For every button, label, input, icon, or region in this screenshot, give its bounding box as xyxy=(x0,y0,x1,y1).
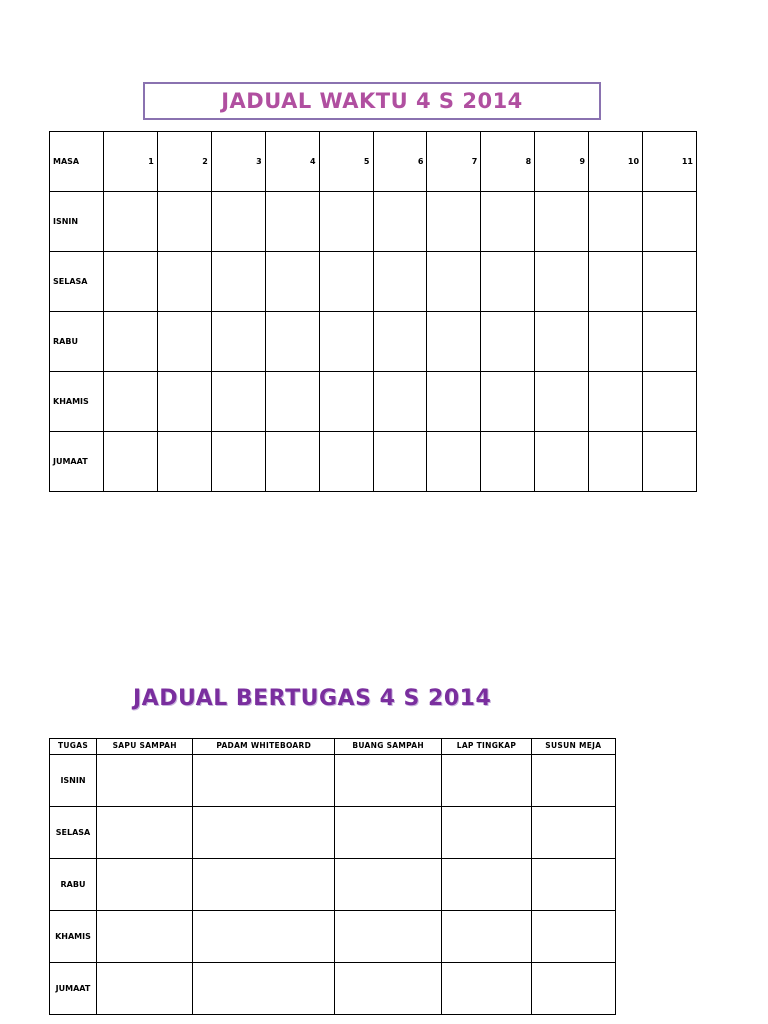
timetable-row xyxy=(50,372,697,432)
duty-header-row xyxy=(50,739,616,755)
timetable-cell xyxy=(265,312,319,372)
period-header: 7 xyxy=(427,132,481,192)
timetable-cell xyxy=(211,432,265,492)
period-header: 5 xyxy=(319,132,373,192)
timetable-cell xyxy=(373,192,427,252)
timetable-cell xyxy=(427,312,481,372)
duty-row xyxy=(50,859,616,911)
timetable-row xyxy=(50,432,697,492)
timetable-cell xyxy=(319,252,373,312)
task-header: BUANG SAMPAH xyxy=(335,739,442,755)
duty-row xyxy=(50,755,616,807)
duty-cell xyxy=(442,859,531,911)
timetable-cell xyxy=(373,312,427,372)
duty-cell xyxy=(97,755,193,807)
timetable-cell xyxy=(265,432,319,492)
timetable-cell xyxy=(373,432,427,492)
timetable-cell xyxy=(157,372,211,432)
duty-table xyxy=(49,738,616,1015)
timetable-cell xyxy=(157,192,211,252)
period-header: 1 xyxy=(103,132,157,192)
timetable-header-label: MASA xyxy=(50,132,104,192)
timetable-cell xyxy=(427,372,481,432)
duty-cell xyxy=(335,859,442,911)
timetable-cell xyxy=(481,372,535,432)
timetable-cell xyxy=(589,432,643,492)
timetable-cell xyxy=(481,192,535,252)
task-header: PADAM WHITEBOARD xyxy=(193,739,335,755)
timetable-cell xyxy=(373,372,427,432)
duty-cell xyxy=(335,963,442,1015)
day-label: SELASA xyxy=(50,807,97,859)
timetable-header-row xyxy=(50,132,697,192)
timetable-cell xyxy=(643,312,697,372)
timetable-cell xyxy=(373,252,427,312)
duty-row xyxy=(50,807,616,859)
duty-title: JADUAL BERTUGAS 4 S 2014 xyxy=(133,686,492,711)
timetable-cell xyxy=(211,312,265,372)
task-header: SAPU SAMPAH xyxy=(97,739,193,755)
period-header: 9 xyxy=(535,132,589,192)
task-header: SUSUN MEJA xyxy=(531,739,615,755)
period-header: 2 xyxy=(157,132,211,192)
duty-row xyxy=(50,911,616,963)
duty-cell xyxy=(193,911,335,963)
timetable-cell xyxy=(103,252,157,312)
duty-cell xyxy=(335,807,442,859)
timetable-cell xyxy=(319,192,373,252)
timetable-title: JADUAL WAKTU 4 S 2014 xyxy=(221,89,523,113)
timetable-cell xyxy=(535,432,589,492)
day-label: RABU xyxy=(50,859,97,911)
timetable-cell xyxy=(157,252,211,312)
duty-cell xyxy=(442,755,531,807)
period-header: 8 xyxy=(481,132,535,192)
timetable-cell xyxy=(211,372,265,432)
duty-cell xyxy=(97,963,193,1015)
timetable-cell xyxy=(535,372,589,432)
timetable-cell xyxy=(211,192,265,252)
timetable-row xyxy=(50,192,697,252)
day-label: ISNIN xyxy=(50,192,104,252)
duty-cell xyxy=(531,859,615,911)
timetable-cell xyxy=(643,192,697,252)
timetable-cell xyxy=(643,432,697,492)
timetable-cell xyxy=(265,372,319,432)
timetable-row xyxy=(50,312,697,372)
timetable-cell xyxy=(481,432,535,492)
timetable-cell xyxy=(481,312,535,372)
day-label: RABU xyxy=(50,312,104,372)
timetable-cell xyxy=(265,252,319,312)
timetable-cell xyxy=(589,252,643,312)
timetable-cell xyxy=(643,252,697,312)
timetable-cell xyxy=(589,192,643,252)
task-header: LAP TINGKAP xyxy=(442,739,531,755)
day-label: ISNIN xyxy=(50,755,97,807)
timetable-cell xyxy=(589,372,643,432)
day-label: SELASA xyxy=(50,252,104,312)
timetable-cell xyxy=(265,192,319,252)
timetable-cell xyxy=(427,192,481,252)
duty-cell xyxy=(335,911,442,963)
timetable-row xyxy=(50,252,697,312)
timetable-cell xyxy=(643,372,697,432)
duty-cell xyxy=(531,911,615,963)
timetable-cell xyxy=(103,432,157,492)
timetable-cell xyxy=(535,192,589,252)
timetable-cell xyxy=(535,312,589,372)
timetable-cell xyxy=(427,252,481,312)
day-label: JUMAAT xyxy=(50,963,97,1015)
timetable-cell xyxy=(535,252,589,312)
timetable-cell xyxy=(427,432,481,492)
timetable-title-box xyxy=(143,82,601,120)
duty-row xyxy=(50,963,616,1015)
duty-cell xyxy=(531,963,615,1015)
duty-cell xyxy=(97,859,193,911)
period-header: 11 xyxy=(643,132,697,192)
day-label: KHAMIS xyxy=(50,911,97,963)
period-header: 6 xyxy=(373,132,427,192)
timetable-cell xyxy=(157,312,211,372)
duty-cell xyxy=(193,755,335,807)
timetable-cell xyxy=(103,312,157,372)
duty-cell xyxy=(97,911,193,963)
timetable-cell xyxy=(319,372,373,432)
duty-cell xyxy=(442,807,531,859)
period-header: 4 xyxy=(265,132,319,192)
timetable-cell xyxy=(481,252,535,312)
day-label: JUMAAT xyxy=(50,432,104,492)
duty-cell xyxy=(193,807,335,859)
timetable xyxy=(49,131,697,492)
timetable-cell xyxy=(157,432,211,492)
duty-cell xyxy=(531,807,615,859)
timetable-cell xyxy=(319,312,373,372)
duty-cell xyxy=(193,963,335,1015)
timetable-cell xyxy=(589,312,643,372)
duty-cell xyxy=(442,963,531,1015)
day-label: KHAMIS xyxy=(50,372,104,432)
period-header: 10 xyxy=(589,132,643,192)
duty-header-label: TUGAS xyxy=(50,739,97,755)
duty-cell xyxy=(531,755,615,807)
duty-cell xyxy=(442,911,531,963)
duty-cell xyxy=(97,807,193,859)
timetable-cell xyxy=(319,432,373,492)
duty-cell xyxy=(193,859,335,911)
timetable-cell xyxy=(103,192,157,252)
duty-cell xyxy=(335,755,442,807)
timetable-cell xyxy=(103,372,157,432)
period-header: 3 xyxy=(211,132,265,192)
timetable-cell xyxy=(211,252,265,312)
